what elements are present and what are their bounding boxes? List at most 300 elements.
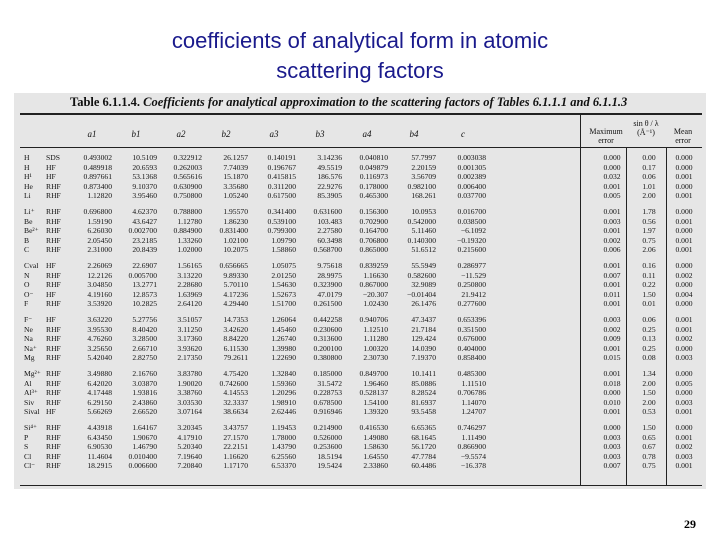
slide-title-line-2: scattering factors xyxy=(276,58,444,83)
table-cell: 0.415815 xyxy=(267,172,296,182)
table-cell: 0.678500 xyxy=(313,397,342,407)
table-bottom-rule xyxy=(20,485,702,486)
table-cell: 21.9412 xyxy=(461,289,486,299)
table-cell: 1.98910 xyxy=(271,397,296,407)
table-cell: 1.33260 xyxy=(177,235,202,245)
table-cell: 0.858400 xyxy=(457,353,486,363)
table-cell: 7.74039 xyxy=(223,162,248,172)
table-cell: 0.002 xyxy=(603,324,621,334)
table-cell: 0.001 xyxy=(675,407,693,417)
table-cell: 1.02100 xyxy=(223,235,248,245)
table-cell: 0.000 xyxy=(603,153,621,162)
table-cell: H¹ xyxy=(24,172,32,182)
table-cell: 0.001 xyxy=(675,216,693,226)
table-cell: N xyxy=(24,270,30,280)
table-cell: RHF xyxy=(46,207,61,216)
table-cell: 2.16760 xyxy=(132,369,157,378)
table-row xyxy=(20,344,702,353)
column-header: Maximum error xyxy=(589,127,623,145)
column-header: Mean error xyxy=(673,127,693,145)
table-cell: −6.1092 xyxy=(460,226,486,236)
table-cell: 1.12510 xyxy=(363,324,388,334)
table-cell: 2.00 xyxy=(642,191,656,201)
table-cell: 0.000 xyxy=(675,153,693,162)
table-cell: HF xyxy=(46,315,56,324)
table-cell: 0.542000 xyxy=(407,216,436,226)
table-cell: 0.17 xyxy=(642,162,656,172)
table-cell: 1.56165 xyxy=(177,261,202,270)
table-cell: 0.940706 xyxy=(359,315,388,324)
table-cell: 1.43790 xyxy=(271,442,296,452)
table-cell: 1.11510 xyxy=(461,378,486,388)
table-cell: 0.323900 xyxy=(313,280,342,290)
table-cell: 0.788800 xyxy=(173,207,202,216)
table-cell: 0.873400 xyxy=(83,181,112,191)
table-cell: 6.26030 xyxy=(87,226,112,236)
table-cell: 2.01250 xyxy=(271,270,296,280)
table-cell: 1.39980 xyxy=(271,343,296,353)
table-cell: 1.51700 xyxy=(271,299,296,309)
table-cell: 0.006400 xyxy=(457,181,486,191)
table-cell: Cl xyxy=(24,451,32,461)
table-cell: 3.03870 xyxy=(132,378,157,388)
table-cell: 1.59360 xyxy=(271,378,296,388)
table-cell: 0.040810 xyxy=(359,153,388,162)
table-row xyxy=(20,452,702,461)
table-cell: 85.3905 xyxy=(317,191,342,201)
table-cell: 0.003 xyxy=(675,397,693,407)
table-cell: 0.001 xyxy=(603,407,621,417)
table-cell: 10.0953 xyxy=(411,207,436,216)
table-cell: RHF xyxy=(46,397,61,407)
table-cell: RHF xyxy=(46,324,61,334)
table-cell: 3.95530 xyxy=(87,324,112,334)
table-cell: 2.62446 xyxy=(271,407,296,417)
table-cell: −0.01404 xyxy=(407,289,436,299)
table-cell: 0.916946 xyxy=(313,407,342,417)
table-cell: 3.20345 xyxy=(177,423,202,432)
column-header: b2 xyxy=(221,129,231,139)
table-cell: Li⁺ xyxy=(24,207,35,216)
table-row xyxy=(20,315,702,324)
table-cell: 1.17170 xyxy=(223,461,248,471)
table-cell: 3.35680 xyxy=(223,181,248,191)
table-cell: 0.000 xyxy=(675,299,693,309)
table-cell: 2.66520 xyxy=(132,407,157,417)
table-cell: RHF xyxy=(46,432,61,442)
slide-title-line-1: coefficients of analytical form in atomic xyxy=(171,28,549,53)
table-cell: 0.004 xyxy=(675,289,693,299)
table-cell: Mg xyxy=(24,353,35,363)
table-cell: 0.003 xyxy=(603,451,621,461)
table-cell: 1.01 xyxy=(642,181,656,191)
table-cell: 0.116973 xyxy=(359,172,388,182)
table-row xyxy=(20,245,702,254)
table-cell: 1.02430 xyxy=(363,299,388,309)
table-cell: RHF xyxy=(46,191,61,201)
table-cell: O⁻ xyxy=(24,289,34,299)
table-cell: 23.2185 xyxy=(132,235,157,245)
table-cell: 0.742600 xyxy=(219,378,248,388)
table-cell: 12.2126 xyxy=(87,270,112,280)
table-cell: 0.000 xyxy=(675,423,693,432)
table-row xyxy=(20,433,702,442)
table-cell: 5.42040 xyxy=(87,353,112,363)
table-cell: 103.483 xyxy=(317,216,342,226)
table-cell: 49.5519 xyxy=(317,162,342,172)
table-cell: 0.277600 xyxy=(457,299,486,309)
table-cell: 1.78 xyxy=(642,207,656,216)
table-cell: 0.617500 xyxy=(267,191,296,201)
table-cell: 0.839259 xyxy=(359,261,388,270)
table-cell: 1.58630 xyxy=(363,442,388,452)
table-cell: 0.001 xyxy=(603,261,621,270)
table-cell: 2.05450 xyxy=(87,235,112,245)
table-cell: 2.20159 xyxy=(411,162,436,172)
table-cell: 0.000 xyxy=(675,280,693,290)
table-cell: 11.4604 xyxy=(87,451,112,461)
table-cell: 0.140300 xyxy=(407,235,436,245)
table-row xyxy=(20,163,702,172)
coefficients-table xyxy=(20,111,702,487)
table-cell: 4.43918 xyxy=(87,423,112,432)
table-cell: 1.97 xyxy=(642,226,656,236)
table-row xyxy=(20,153,702,162)
table-row xyxy=(20,280,702,289)
table-row xyxy=(20,182,702,191)
table-cell: 7.19370 xyxy=(411,353,436,363)
table-cell: 0.897661 xyxy=(83,172,112,182)
table-cell: 7.20840 xyxy=(177,461,202,471)
table-cell: HF xyxy=(46,289,56,299)
table-cell: 1.50 xyxy=(642,423,656,432)
table-cell: 0.261500 xyxy=(313,299,342,309)
table-cell: 85.0886 xyxy=(411,378,436,388)
column-header: a2 xyxy=(176,129,186,139)
scanned-table-image xyxy=(14,93,706,489)
table-cell: 0.214900 xyxy=(313,423,342,432)
table-caption xyxy=(70,95,627,110)
table-cell: RHF xyxy=(46,334,61,344)
table-cell: 0.676000 xyxy=(457,334,486,344)
table-cell: 3.28500 xyxy=(132,334,157,344)
table-cell: RHF xyxy=(46,451,61,461)
table-cell: F xyxy=(24,299,29,309)
column-header: sin θ / λ (Å⁻¹) xyxy=(633,119,659,137)
table-cell: 10.2075 xyxy=(223,245,248,255)
slide-title xyxy=(60,26,660,86)
table-cell: 0.849700 xyxy=(359,369,388,378)
table-cell: 3.43757 xyxy=(223,423,248,432)
table-cell: 1.96460 xyxy=(363,378,388,388)
table-cell: 0.313600 xyxy=(313,334,342,344)
table-cell: 1.12780 xyxy=(177,216,202,226)
table-cell: 47.3437 xyxy=(411,315,436,324)
table-cell: 12.8573 xyxy=(132,289,157,299)
table-cell: 1.22690 xyxy=(271,353,296,363)
table-cell: 0.000 xyxy=(675,343,693,353)
table-cell: 0.002 xyxy=(603,235,621,245)
table-cell: 0.005 xyxy=(675,378,693,388)
table-cell: 32.3337 xyxy=(223,397,248,407)
table-cell: 0.009 xyxy=(603,334,621,344)
table-cell: RHF xyxy=(46,226,61,236)
table-cell: 1.86230 xyxy=(223,216,248,226)
table-cell: 1.95570 xyxy=(223,207,248,216)
table-cell: H xyxy=(24,162,30,172)
table-cell: 38.6634 xyxy=(223,407,248,417)
table-cell: 1.16620 xyxy=(223,451,248,461)
table-cell: 47.7784 xyxy=(411,451,436,461)
table-cell: 1.45460 xyxy=(271,324,296,334)
table-cell: 0.003 xyxy=(603,315,621,324)
table-cell: 0.038500 xyxy=(457,216,486,226)
table-row xyxy=(20,398,702,407)
table-cell: 60.3498 xyxy=(317,235,342,245)
table-cell: 0.001 xyxy=(603,181,621,191)
table-cell: −11.529 xyxy=(461,270,486,280)
table-cell: 1.63969 xyxy=(177,289,202,299)
table-cell: 1.90670 xyxy=(132,432,157,442)
table-cell: 18.5194 xyxy=(317,451,342,461)
table-cell: 1.54630 xyxy=(271,280,296,290)
table-cell: 1.32840 xyxy=(271,369,296,378)
table-cell: 129.424 xyxy=(411,334,436,344)
table-cell: 8.40420 xyxy=(132,324,157,334)
table-cell: 0.53 xyxy=(642,407,656,417)
table-cell: 0.13 xyxy=(642,334,656,344)
table-cell: 0.00 xyxy=(642,153,656,162)
table-cell: 1.16630 xyxy=(363,270,388,280)
table-cell: He xyxy=(24,181,33,191)
table-cell: 1.11280 xyxy=(363,334,388,344)
table-cell: 1.34 xyxy=(642,369,656,378)
table-cell: 1.64550 xyxy=(363,451,388,461)
table-cell: 0.037700 xyxy=(457,191,486,201)
table-cell: 2.43860 xyxy=(132,397,157,407)
table-cell: −20.307 xyxy=(362,289,388,299)
table-cell: 0.000 xyxy=(675,369,693,378)
table-cell: 0.65 xyxy=(642,432,656,442)
table-cell: 51.6512 xyxy=(411,245,436,255)
table-cell: 0.002389 xyxy=(457,172,486,182)
table-cell: RHF xyxy=(46,369,61,378)
table-cell: 22.2151 xyxy=(223,442,248,452)
table-cell: 0.442258 xyxy=(313,315,342,324)
table-cell: 3.04850 xyxy=(87,280,112,290)
table-row xyxy=(20,369,702,378)
table-cell: 20.8439 xyxy=(132,245,157,255)
table-cell: 3.93620 xyxy=(177,343,202,353)
table-row xyxy=(20,271,702,280)
table-cell: 4.29440 xyxy=(223,299,248,309)
table-cell: 0.002 xyxy=(675,270,693,280)
column-header: b1 xyxy=(131,129,141,139)
table-cell: 3.38760 xyxy=(177,388,202,398)
table-cell: 0.380800 xyxy=(313,353,342,363)
table-cell: 2.31000 xyxy=(87,245,112,255)
table-cell: 0.005700 xyxy=(128,270,157,280)
page-number: 29 xyxy=(684,517,696,531)
table-cell: 0.178000 xyxy=(359,181,388,191)
table-cell: 3.17360 xyxy=(177,334,202,344)
table-cell: 6.42020 xyxy=(87,378,112,388)
table-cell: 0.000 xyxy=(675,162,693,172)
table-cell: Siv xyxy=(24,397,35,407)
table-cell: 0.653396 xyxy=(457,315,486,324)
table-cell: 1.39320 xyxy=(363,407,388,417)
table-cell: RHF xyxy=(46,378,61,388)
table-header-rule xyxy=(20,147,702,148)
table-cell: 6.90530 xyxy=(87,442,112,452)
table-cell: 3.95460 xyxy=(132,191,157,201)
table-row xyxy=(20,388,702,397)
table-cell: RHF xyxy=(46,181,61,191)
column-header: b3 xyxy=(315,129,325,139)
table-cell: 0.140191 xyxy=(267,153,296,162)
table-cell: 1.59190 xyxy=(87,216,112,226)
table-cell: −16.378 xyxy=(460,461,486,471)
table-cell: 68.1645 xyxy=(411,432,436,442)
table-row xyxy=(20,191,702,200)
table-cell: 0.006600 xyxy=(128,461,157,471)
table-cell: P xyxy=(24,432,29,442)
table-cell: 0.001 xyxy=(675,461,693,471)
table-cell: 0.000 xyxy=(675,388,693,398)
table-cell: 0.884900 xyxy=(173,226,202,236)
table-cell: 27.1570 xyxy=(223,432,248,442)
column-header: c xyxy=(461,129,465,139)
table-cell: RHF xyxy=(46,461,61,471)
table-cell: 79.2611 xyxy=(223,353,248,363)
table-cell: 0.000 xyxy=(603,388,621,398)
column-header: a4 xyxy=(362,129,372,139)
table-cell: Mg²⁺ xyxy=(24,369,41,378)
table-cell: 1.19453 xyxy=(271,423,296,432)
table-cell: RHF xyxy=(46,245,61,255)
table-cell: RHF xyxy=(46,216,61,226)
table-cell: 0.002 xyxy=(675,442,693,452)
table-cell: 5.27756 xyxy=(132,315,157,324)
table-row xyxy=(20,353,702,362)
table-cell: B xyxy=(24,235,30,245)
table-cell: 3.07164 xyxy=(177,407,202,417)
table-cell: 3.11250 xyxy=(177,324,202,334)
table-cell: HF xyxy=(46,261,56,270)
table-cell: 2.17350 xyxy=(177,353,202,363)
table-cell: 0.799300 xyxy=(267,226,296,236)
table-cell: 4.17448 xyxy=(87,388,112,398)
table-row xyxy=(20,325,702,334)
table-cell: 43.6427 xyxy=(132,216,157,226)
table-cell: 0.001 xyxy=(675,324,693,334)
table-cell: 0.67 xyxy=(642,442,656,452)
table-caption-label: Table 6.1.1.4. xyxy=(70,95,141,109)
table-cell: RHF xyxy=(46,280,61,290)
table-cell: 6.43450 xyxy=(87,432,112,442)
table-cell: SDS xyxy=(46,153,60,162)
table-cell: 10.1411 xyxy=(411,369,436,378)
table-cell: 0.003 xyxy=(603,432,621,442)
table-cell: 0.000 xyxy=(675,181,693,191)
table-cell: 0.011 xyxy=(603,289,621,299)
table-cell: 21.7184 xyxy=(411,324,436,334)
table-row xyxy=(20,442,702,451)
table-cell: 2.66710 xyxy=(132,343,157,353)
table-cell: 81.6937 xyxy=(411,397,436,407)
table-cell: 1.11490 xyxy=(461,432,486,442)
table-cell: 1.50 xyxy=(642,388,656,398)
table-row xyxy=(20,172,702,181)
table-cell: HF xyxy=(46,407,56,417)
table-cell: 1.78000 xyxy=(271,432,296,442)
table-cell: 1.26064 xyxy=(271,315,296,324)
table-cell: 0.01 xyxy=(642,299,656,309)
table-cell: 0.866900 xyxy=(457,442,486,452)
table-cell: 6.29150 xyxy=(87,397,112,407)
table-cell: 3.14236 xyxy=(317,153,342,162)
table-cell: 3.83780 xyxy=(177,369,202,378)
table-cell: 4.76260 xyxy=(87,334,112,344)
table-cell: 0.000 xyxy=(603,423,621,432)
table-cell: 26.1257 xyxy=(223,153,248,162)
table-cell: 1.90020 xyxy=(177,378,202,388)
table-cell: 0.007 xyxy=(603,270,621,280)
table-cell: 1.02000 xyxy=(177,245,202,255)
table-cell: 20.6593 xyxy=(132,162,157,172)
table-cell: 57.7997 xyxy=(411,153,436,162)
table-cell: 0.200100 xyxy=(313,343,342,353)
table-cell: 0.001 xyxy=(675,245,693,255)
table-cell: 0.185000 xyxy=(313,369,342,378)
table-cell: 2.64120 xyxy=(177,299,202,309)
table-cell: 0.16 xyxy=(642,261,656,270)
table-cell: 0.005 xyxy=(603,191,621,201)
table-cell: 0.016700 xyxy=(457,207,486,216)
table-cell: 0.003 xyxy=(675,451,693,461)
table-cell: 0.311200 xyxy=(267,181,296,191)
table-cell: 0.631600 xyxy=(313,207,342,216)
table-cell: 0.539100 xyxy=(267,216,296,226)
table-row xyxy=(20,261,702,270)
table-cell: 32.9089 xyxy=(411,280,436,290)
table-cell: 4.19160 xyxy=(87,289,112,299)
table-row xyxy=(20,217,702,226)
table-cell: 2.00 xyxy=(642,397,656,407)
table-cell: 0.78 xyxy=(642,451,656,461)
table-cell: Si⁴⁺ xyxy=(24,423,37,432)
table-cell: 0.341400 xyxy=(267,207,296,216)
table-cell: 0.702900 xyxy=(359,216,388,226)
table-cell: Na⁺ xyxy=(24,343,37,353)
table-cell: 0.001 xyxy=(675,172,693,182)
table-cell: 0.982100 xyxy=(407,181,436,191)
table-cell: 0.001 xyxy=(675,191,693,201)
table-cell: 0.001305 xyxy=(457,162,486,172)
table-cell: 0.75 xyxy=(642,461,656,471)
table-cell: 6.53370 xyxy=(271,461,296,471)
table-cell: 8.84220 xyxy=(223,334,248,344)
table-cell: 1.12820 xyxy=(87,191,112,201)
table-row xyxy=(20,461,702,470)
table-cell: 0.010 xyxy=(603,397,621,407)
table-cell: 0.25 xyxy=(642,343,656,353)
table-cell: 2.06 xyxy=(642,245,656,255)
table-cell: 19.5424 xyxy=(317,461,342,471)
table-cell: 3.25650 xyxy=(87,343,112,353)
table-cell: 0.867000 xyxy=(359,280,388,290)
table-cell: 0.032 xyxy=(603,172,621,182)
